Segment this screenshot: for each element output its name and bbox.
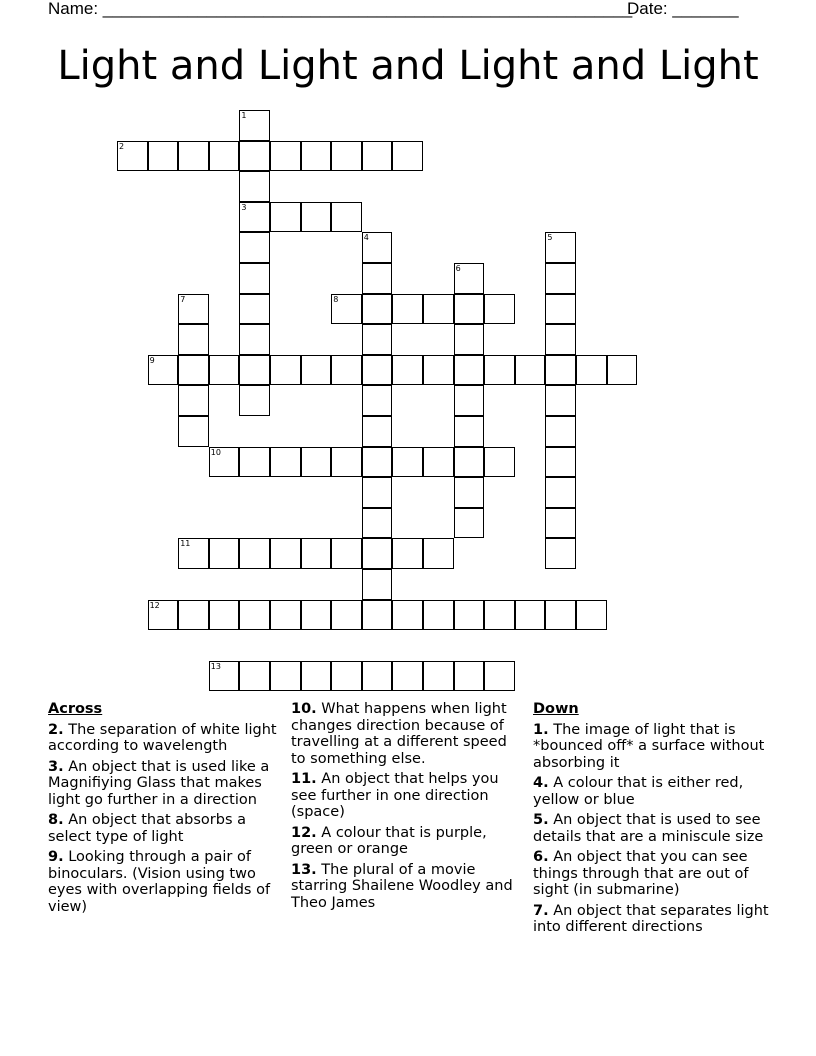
grid-cell[interactable]: [576, 600, 607, 631]
grid-cell[interactable]: [423, 294, 454, 325]
grid-cell[interactable]: [392, 600, 423, 631]
grid-cell[interactable]: [423, 447, 454, 478]
grid-cell[interactable]: [178, 324, 209, 355]
grid-cell[interactable]: [178, 385, 209, 416]
grid-cell[interactable]: [484, 294, 515, 325]
clue-across-8: 8. An object that absorbs a select type of light: [48, 812, 247, 845]
clue-across-3: 3. An object that is used like a Magnifiying Glass that makes light go further in a direction: [48, 758, 270, 808]
grid-cell[interactable]: [331, 202, 362, 233]
grid-cell[interactable]: [362, 232, 393, 263]
clue-across-12: 12. A colour that is purple, green or orange: [291, 824, 487, 857]
grid-cell[interactable]: [454, 447, 485, 478]
grid-cell[interactable]: [545, 385, 576, 416]
grid-cell[interactable]: [362, 385, 393, 416]
grid-cell[interactable]: [178, 355, 209, 386]
grid-cell[interactable]: [178, 538, 209, 569]
grid-cell[interactable]: [331, 294, 362, 325]
grid-cell[interactable]: [117, 141, 148, 172]
grid-cell[interactable]: [209, 447, 240, 478]
clue-number: 10: [210, 447, 221, 457]
grid-cell[interactable]: [392, 355, 423, 386]
grid-cell[interactable]: [392, 447, 423, 478]
clue-across-2: 2. The separation of white light according to wavelength: [48, 721, 277, 754]
grid-cell[interactable]: [239, 110, 270, 141]
clue-number: 12: [149, 600, 160, 610]
grid-cell[interactable]: [270, 355, 301, 386]
grid-cell[interactable]: [545, 263, 576, 294]
grid-cell[interactable]: [301, 661, 332, 692]
grid-cell[interactable]: [209, 355, 240, 386]
grid-cell[interactable]: [209, 538, 240, 569]
grid-cell[interactable]: [423, 538, 454, 569]
grid-cell[interactable]: [545, 232, 576, 263]
grid-cell[interactable]: [331, 141, 362, 172]
grid-cell[interactable]: [362, 141, 393, 172]
clue-number: 7: [180, 294, 186, 304]
grid-cell[interactable]: [423, 661, 454, 692]
grid-cell[interactable]: [301, 538, 332, 569]
grid-cell[interactable]: [423, 600, 454, 631]
grid-cell[interactable]: [545, 477, 576, 508]
grid-cell[interactable]: [270, 141, 301, 172]
name-field: Name: ________________________________________________________: [48, 0, 633, 18]
grid-cell[interactable]: [362, 477, 393, 508]
grid-cell[interactable]: [239, 600, 270, 631]
clue-across-13: 13. The plural of a movie starring Shailene Woodley and Theo James: [291, 861, 513, 911]
across-clues-column-2: [291, 701, 523, 915]
grid-cell[interactable]: [515, 355, 546, 386]
grid-cell[interactable]: [239, 171, 270, 202]
grid-cell[interactable]: [515, 600, 546, 631]
grid-cell[interactable]: [178, 600, 209, 631]
grid-cell[interactable]: [239, 661, 270, 692]
grid-cell[interactable]: [545, 416, 576, 447]
clue-across-11: 11. An object that helps you see further in one direction (space): [291, 771, 499, 820]
grid-cell[interactable]: [362, 508, 393, 539]
grid-cell[interactable]: [239, 385, 270, 416]
grid-cell[interactable]: [331, 538, 362, 569]
clue-number: 9: [149, 355, 155, 365]
grid-cell[interactable]: [545, 538, 576, 569]
grid-cell[interactable]: [239, 232, 270, 263]
grid-cell[interactable]: [362, 416, 393, 447]
grid-cell[interactable]: [362, 538, 393, 569]
grid-cell[interactable]: [270, 661, 301, 692]
clue-number: 3: [241, 202, 247, 212]
grid-cell[interactable]: [362, 600, 393, 631]
grid-cell[interactable]: [178, 416, 209, 447]
grid-cell[interactable]: [362, 355, 393, 386]
grid-cell[interactable]: [331, 661, 362, 692]
grid-cell[interactable]: [392, 294, 423, 325]
grid-cell[interactable]: [454, 355, 485, 386]
grid-cell[interactable]: [362, 324, 393, 355]
clue-number: 4: [363, 233, 369, 243]
grid-cell[interactable]: [239, 324, 270, 355]
grid-cell[interactable]: [484, 447, 515, 478]
grid-cell[interactable]: [484, 355, 515, 386]
grid-cell[interactable]: [545, 294, 576, 325]
clue-down-6: 6. An object that you can see things through that are out of sight (in submarine): [533, 849, 749, 898]
clue-down-5: 5. An object that is used to see details that are a miniscule size: [533, 812, 764, 845]
grid-cell[interactable]: [301, 141, 332, 172]
grid-cell[interactable]: [545, 508, 576, 539]
clue-number: 2: [119, 141, 125, 151]
page-title: Light and Light and Light and Light: [57, 43, 759, 89]
grid-cell[interactable]: [301, 447, 332, 478]
grid-cell[interactable]: [392, 661, 423, 692]
grid-cell[interactable]: [239, 447, 270, 478]
grid-cell[interactable]: [209, 600, 240, 631]
grid-cell[interactable]: [423, 355, 454, 386]
grid-cell[interactable]: [148, 600, 179, 631]
grid-cell[interactable]: [392, 538, 423, 569]
clue-number: 8: [333, 294, 339, 304]
grid-cell[interactable]: [362, 661, 393, 692]
clue-down-1: 1. The image of light that is *bounced off* a surface without absorbing it: [533, 721, 765, 771]
grid-cell[interactable]: [331, 355, 362, 386]
grid-cell[interactable]: [239, 141, 270, 172]
grid-cell[interactable]: [454, 263, 485, 294]
grid-cell[interactable]: [545, 324, 576, 355]
grid-cell[interactable]: [270, 202, 301, 233]
grid-cell[interactable]: [301, 202, 332, 233]
grid-cell[interactable]: [301, 355, 332, 386]
grid-cell[interactable]: [454, 324, 485, 355]
clue-number: 6: [455, 264, 461, 273]
grid-cell[interactable]: [545, 447, 576, 478]
grid-cell[interactable]: [454, 385, 485, 416]
grid-cell[interactable]: [209, 141, 240, 172]
down-heading: Down: [533, 701, 579, 717]
grid-cell[interactable]: [545, 355, 576, 386]
across-clues-column-1: [48, 701, 283, 919]
grid-cell[interactable]: [301, 600, 332, 631]
grid-cell[interactable]: [148, 355, 179, 386]
grid-cell[interactable]: [484, 661, 515, 692]
grid-cell[interactable]: [362, 263, 393, 294]
clue-number: 11: [180, 539, 191, 549]
grid-cell[interactable]: [362, 569, 393, 600]
grid-cell[interactable]: [331, 600, 362, 631]
date-field: Date: _______: [627, 0, 739, 18]
grid-cell[interactable]: [239, 263, 270, 294]
grid-cell[interactable]: [178, 141, 209, 172]
grid-cell[interactable]: [576, 355, 607, 386]
grid-cell[interactable]: [178, 294, 209, 325]
grid-cell[interactable]: [362, 294, 393, 325]
grid-cell[interactable]: [484, 600, 515, 631]
clue-number: 1: [241, 111, 247, 120]
grid-cell[interactable]: [270, 447, 301, 478]
grid-cell[interactable]: [454, 508, 485, 539]
grid-cell[interactable]: [362, 447, 393, 478]
grid-cell[interactable]: [239, 294, 270, 325]
grid-cell[interactable]: [239, 538, 270, 569]
grid-cell[interactable]: [239, 202, 270, 233]
grid-cell[interactable]: [270, 600, 301, 631]
grid-cell[interactable]: [270, 538, 301, 569]
grid-cell[interactable]: [607, 355, 638, 386]
grid-cell[interactable]: [454, 416, 485, 447]
grid-cell[interactable]: [454, 294, 485, 325]
clue-number: 5: [547, 233, 553, 243]
grid-cell[interactable]: [454, 600, 485, 631]
down-clues-column: [533, 701, 773, 940]
clue-down-4: 4. A colour that is either red, yellow or blue: [533, 775, 744, 808]
grid-cell[interactable]: [392, 141, 423, 172]
across-heading: Across: [48, 701, 103, 717]
clue-down-7: 7. An object that separates light into different directions: [533, 902, 769, 935]
grid-cell[interactable]: [239, 355, 270, 386]
grid-cell[interactable]: [545, 600, 576, 631]
grid-cell[interactable]: [148, 141, 179, 172]
grid-cell[interactable]: [209, 661, 240, 692]
grid-cell[interactable]: [454, 477, 485, 508]
clue-across-10: 10. What happens when light changes direction because of travelling at a different speed to something else.: [291, 701, 507, 767]
clue-across-9: 9. Looking through a pair of binoculars. (Vision using two eyes with overlapping fields of view): [48, 849, 271, 915]
clue-number: 13: [210, 661, 221, 671]
grid-cell[interactable]: [331, 447, 362, 478]
grid-cell[interactable]: [454, 661, 485, 692]
